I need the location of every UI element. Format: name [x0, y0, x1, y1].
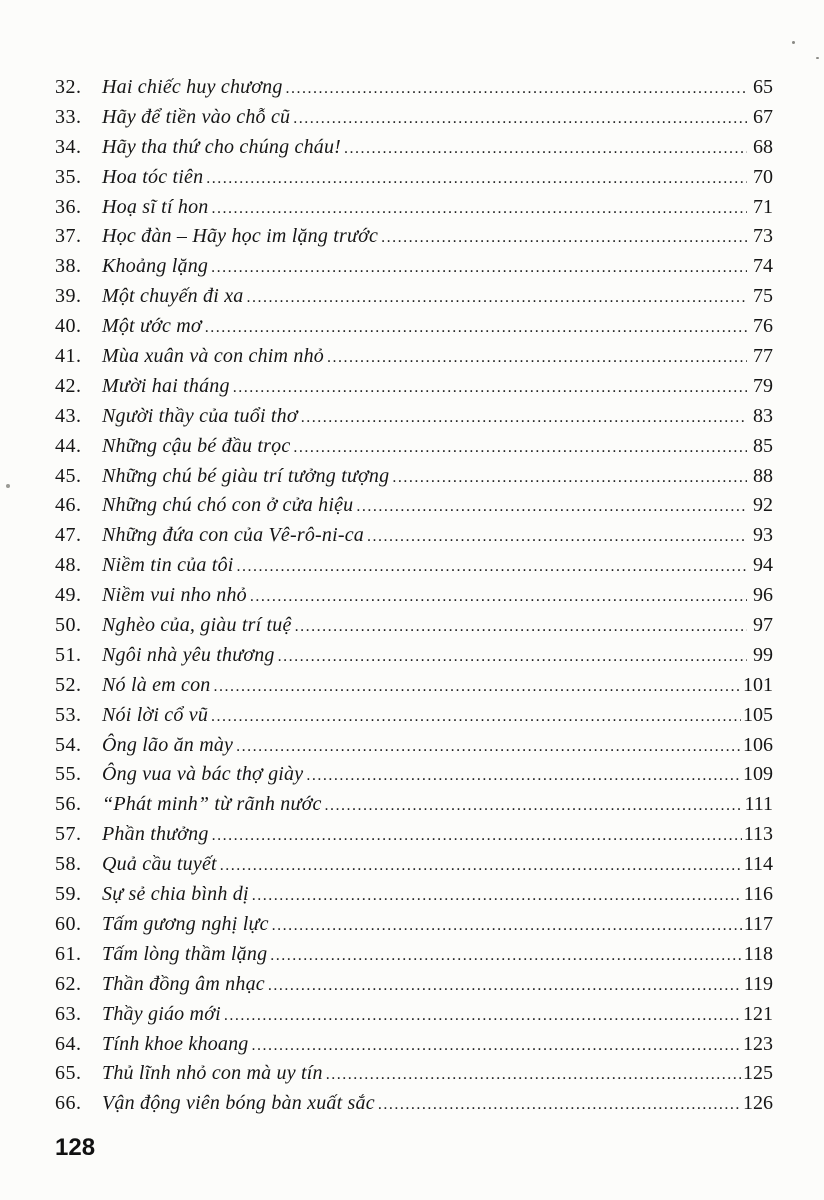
entry-number: 36.: [55, 195, 82, 218]
entry-title: Tấm gương nghị lực: [102, 912, 269, 935]
toc-entry: [55, 225, 773, 255]
entry-title: Tính khoe khoang: [102, 1032, 249, 1055]
entry-number: 55.: [55, 763, 82, 786]
entry-page-number: 97: [753, 614, 773, 637]
dot-leader: [306, 763, 741, 786]
entry-number: 49.: [55, 584, 82, 607]
toc-list: [55, 76, 773, 1122]
toc-entry: [55, 704, 773, 734]
toc-entry: [55, 584, 773, 614]
scan-speck: [6, 484, 10, 488]
dot-leader: [381, 225, 747, 248]
entry-title: Khoảng lặng: [102, 255, 209, 278]
entry-title: Quả cầu tuyết: [102, 853, 217, 876]
entry-title: Tấm lòng thầm lặng: [102, 942, 268, 965]
toc-entry: [55, 524, 773, 554]
entry-page-number: 70: [753, 165, 773, 188]
toc-entry: [55, 973, 773, 1003]
dot-leader: [250, 584, 747, 607]
entry-number: 38.: [55, 255, 82, 278]
entry-number: 56.: [55, 793, 82, 816]
entry-page-number: 96: [753, 584, 773, 607]
entry-title: Niềm vui nho nhỏ: [102, 584, 247, 607]
dot-leader: [301, 405, 747, 428]
toc-entry: [55, 196, 773, 226]
toc-entry: [55, 375, 773, 405]
toc-entry: [55, 435, 773, 465]
entry-page-number: 118: [743, 942, 773, 965]
entry-title: Những chú chó con ở cửa hiệu: [102, 494, 354, 517]
entry-page-number: 125: [743, 1062, 773, 1085]
entry-title: Học đàn – Hãy học im lặng trước: [102, 225, 379, 248]
entry-title: Nó là em con: [102, 673, 211, 696]
toc-entry: [55, 255, 773, 285]
dot-leader: [367, 524, 747, 547]
dot-leader: [246, 285, 747, 308]
dot-leader: [212, 823, 742, 846]
dot-leader: [278, 644, 747, 667]
entry-page-number: 67: [753, 105, 773, 128]
entry-page-number: 117: [743, 912, 773, 935]
scan-speck: [816, 57, 819, 59]
dot-leader: [237, 554, 747, 577]
dot-leader: [344, 136, 747, 159]
dot-leader: [378, 1092, 741, 1115]
entry-number: 46.: [55, 494, 82, 517]
entry-title: Nghèo của, giàu trí tuệ: [102, 614, 292, 637]
entry-number: 51.: [55, 643, 82, 666]
entry-page-number: 101: [743, 673, 773, 696]
entry-title: Thầy giáo mới: [102, 1002, 221, 1025]
dot-leader: [252, 1033, 741, 1056]
entry-title: Hãy để tiền vào chỗ cũ: [102, 105, 291, 128]
entry-page-number: 106: [743, 733, 773, 756]
entry-page-number: 109: [743, 763, 773, 786]
entry-title: Một ước mơ: [102, 315, 202, 338]
toc-entry: [55, 943, 773, 973]
toc-entry: [55, 465, 773, 495]
toc-entry: [55, 1062, 773, 1092]
entry-title: Niềm tin của tôi: [102, 554, 234, 577]
entry-title: Người thầy của tuổi thơ: [102, 404, 298, 427]
toc-entry: [55, 106, 773, 136]
entry-title: Mùa xuân và con chim nhỏ: [102, 345, 324, 368]
toc-entry: [55, 285, 773, 315]
entry-title: Hãy tha thứ cho chúng cháu!: [102, 135, 342, 158]
entry-number: 62.: [55, 972, 82, 995]
toc-entry: [55, 1092, 773, 1122]
entry-number: 58.: [55, 853, 82, 876]
toc-entry: [55, 1003, 773, 1033]
entry-title: Một chuyến đi xa: [102, 285, 244, 308]
dot-leader: [295, 614, 747, 637]
dot-leader: [211, 704, 741, 727]
entry-title: Những cậu bé đầu trọc: [102, 434, 291, 457]
entry-page-number: 65: [753, 76, 773, 98]
entry-number: 61.: [55, 942, 82, 965]
entry-number: 34.: [55, 135, 82, 158]
entry-number: 33.: [55, 105, 82, 128]
dot-leader: [327, 345, 747, 368]
dot-leader: [392, 465, 747, 488]
entry-page-number: 77: [753, 345, 773, 368]
dot-leader: [325, 793, 743, 816]
entry-number: 48.: [55, 554, 82, 577]
entry-number: 66.: [55, 1092, 82, 1115]
entry-number: 42.: [55, 374, 82, 397]
entry-number: 64.: [55, 1032, 82, 1055]
entry-page-number: 94: [753, 554, 773, 577]
entry-title: Mười hai tháng: [102, 374, 230, 397]
entry-title: Ông vua và bác thợ giày: [102, 763, 304, 786]
dot-leader: [293, 106, 747, 129]
entry-title: Thủ lĩnh nhỏ con mà uy tín: [102, 1062, 323, 1085]
entry-page-number: 121: [743, 1002, 773, 1025]
entry-title: Vận động viên bóng bàn xuất sắc: [102, 1092, 375, 1115]
entry-page-number: 119: [743, 972, 773, 995]
entry-number: 41.: [55, 345, 82, 368]
entry-number: 39.: [55, 285, 82, 308]
entry-title: Những chú bé giàu trí tưởng tượng: [102, 464, 390, 487]
toc-entry: [55, 883, 773, 913]
entry-number: 59.: [55, 883, 82, 906]
toc-entry: [55, 315, 773, 345]
toc-entry: [55, 913, 773, 943]
toc-entry: [55, 674, 773, 704]
dot-leader: [270, 943, 741, 966]
dot-leader: [286, 76, 747, 99]
entry-page-number: 93: [753, 524, 773, 547]
footer-page-number: 128: [55, 1134, 96, 1161]
entry-page-number: 68: [753, 135, 773, 158]
entry-number: 40.: [55, 315, 82, 338]
entry-number: 52.: [55, 673, 82, 696]
entry-page-number: 74: [753, 255, 773, 278]
dot-leader: [212, 196, 748, 219]
entry-number: 43.: [55, 404, 82, 427]
entry-page-number: 71: [753, 195, 773, 218]
entry-number: 60.: [55, 912, 82, 935]
toc-entry: [55, 763, 773, 793]
entry-number: 50.: [55, 614, 82, 637]
toc-entry: [55, 644, 773, 674]
toc-entry: [55, 554, 773, 584]
entry-page-number: 88: [753, 464, 773, 487]
entry-number: 54.: [55, 733, 82, 756]
entry-page-number: 99: [753, 643, 773, 666]
entry-title: “Phát minh” từ rãnh nước: [102, 793, 322, 816]
dot-leader: [293, 435, 747, 458]
toc-entry: [55, 793, 773, 823]
toc-entry: [55, 76, 773, 106]
entry-number: 37.: [55, 225, 82, 248]
toc-entry: [55, 853, 773, 883]
toc-entry: [55, 166, 773, 196]
entry-title: Hoa tóc tiên: [102, 165, 204, 188]
entry-page-number: 79: [753, 374, 773, 397]
entry-number: 45.: [55, 464, 82, 487]
entry-page-number: 111: [744, 793, 773, 816]
entry-title: Thần đồng âm nhạc: [102, 972, 265, 995]
entry-page-number: 75: [753, 285, 773, 308]
entry-title: Hai chiếc huy chương: [102, 76, 283, 98]
entry-page-number: 126: [743, 1092, 773, 1115]
toc-entry: [55, 1033, 773, 1063]
entry-title: Những đứa con của Vê-rô-ni-ca: [102, 524, 365, 547]
toc-entry: [55, 494, 773, 524]
entry-title: Hoạ sĩ tí hon: [102, 195, 209, 218]
entry-page-number: 73: [753, 225, 773, 248]
entry-page-number: 105: [743, 703, 773, 726]
entry-number: 57.: [55, 823, 82, 846]
entry-page-number: 114: [743, 853, 773, 876]
entry-title: Phần thưởng: [102, 823, 209, 846]
entry-page-number: 76: [753, 315, 773, 338]
toc-entry: [55, 136, 773, 166]
dot-leader: [206, 166, 747, 189]
dot-leader: [252, 883, 742, 906]
entry-page-number: 113: [743, 823, 773, 846]
entry-number: 63.: [55, 1002, 82, 1025]
dot-leader: [268, 973, 742, 996]
dot-leader: [356, 494, 747, 517]
dot-leader: [205, 315, 747, 338]
toc-entry: [55, 734, 773, 764]
dot-leader: [233, 375, 747, 398]
entry-number: 35.: [55, 165, 82, 188]
dot-leader: [220, 853, 742, 876]
toc-entry: [55, 405, 773, 435]
dot-leader: [326, 1062, 741, 1085]
entry-page-number: 83: [753, 404, 773, 427]
entry-page-number: 123: [743, 1032, 773, 1055]
toc-entry: [55, 345, 773, 375]
entry-number: 32.: [55, 76, 82, 98]
entry-title: Ngôi nhà yêu thương: [102, 643, 275, 666]
toc-entry: [55, 614, 773, 644]
scan-speck: [792, 41, 795, 44]
dot-leader: [211, 255, 747, 278]
entry-number: 44.: [55, 434, 82, 457]
dot-leader: [236, 734, 741, 757]
entry-number: 65.: [55, 1062, 82, 1085]
dot-leader: [272, 913, 742, 936]
dot-leader: [214, 674, 742, 697]
entry-page-number: 85: [753, 434, 773, 457]
entry-title: Ông lão ăn mày: [102, 733, 234, 756]
entry-page-number: 92: [753, 494, 773, 517]
entry-number: 47.: [55, 524, 82, 547]
entry-title: Sự sẻ chia bình dị: [102, 883, 249, 906]
toc-entry: [55, 823, 773, 853]
dot-leader: [224, 1003, 741, 1026]
entry-number: 53.: [55, 703, 82, 726]
entry-title: Nói lời cổ vũ: [102, 703, 209, 726]
entry-page-number: 116: [743, 883, 773, 906]
